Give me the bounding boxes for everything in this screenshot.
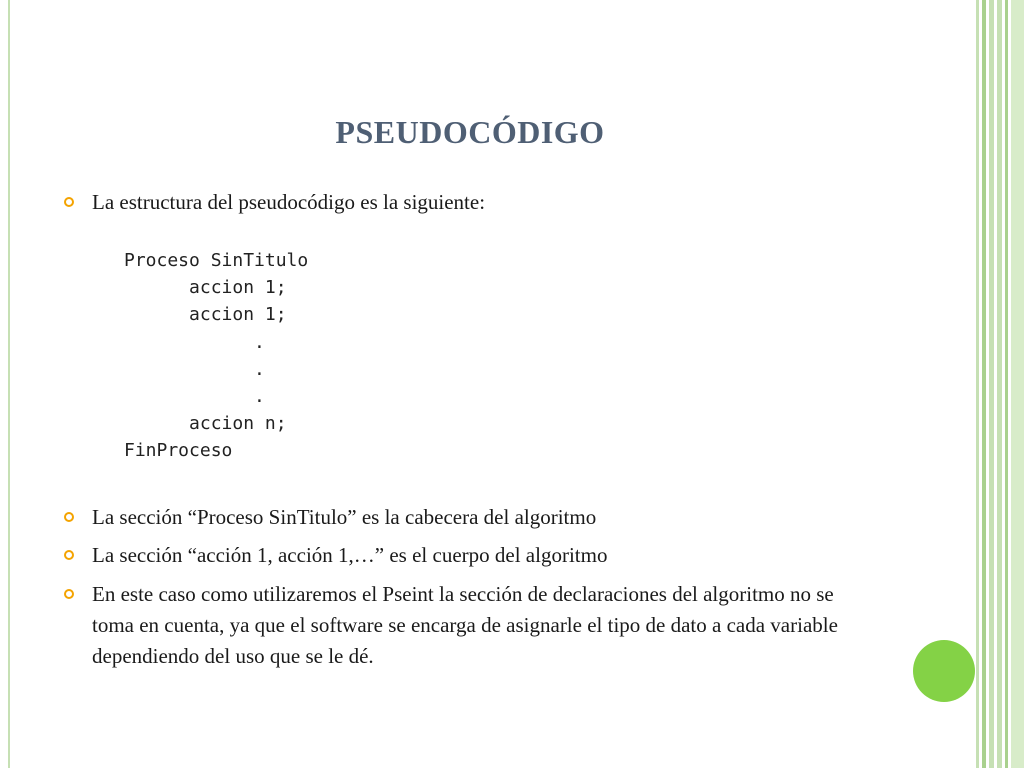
code-line: . (124, 358, 265, 380)
slide-title: PSEUDOCÓDIGO (335, 114, 605, 150)
bullet-marker (64, 512, 74, 522)
bullet-marker (64, 550, 74, 560)
bullet-marker (64, 197, 74, 207)
bullet-text-header: La sección “Proceso SinTitulo” es la cabecera del algoritmo (92, 505, 597, 529)
code-line: accion 1; (124, 277, 287, 299)
code-line: Proceso SinTitulo (124, 250, 309, 271)
pseudocode-block (124, 247, 308, 465)
bullet-text-body: La sección “acción 1, acción 1,…” es el cuerpo del algoritmo (92, 543, 608, 567)
bullet-marker (64, 589, 74, 599)
code-line: accion 1; (124, 304, 287, 326)
code-line: accion n; (124, 413, 287, 435)
green-circle-decoration (913, 640, 975, 702)
code-line: . (124, 386, 265, 408)
code-line: . (124, 331, 265, 353)
bullet-text-structure: La estructura del pseudocódigo es la siguiente: (92, 190, 486, 214)
bullet-text-declarations: En este caso como utilizaremos el Pseint la sección de declaraciones del algoritmo no se toma en cuenta, ya que el software se encarga de asignarle el tipo de dato a cada variable dependiendo del uso que se le dé. (92, 582, 838, 668)
code-line: FinProceso (124, 440, 233, 462)
